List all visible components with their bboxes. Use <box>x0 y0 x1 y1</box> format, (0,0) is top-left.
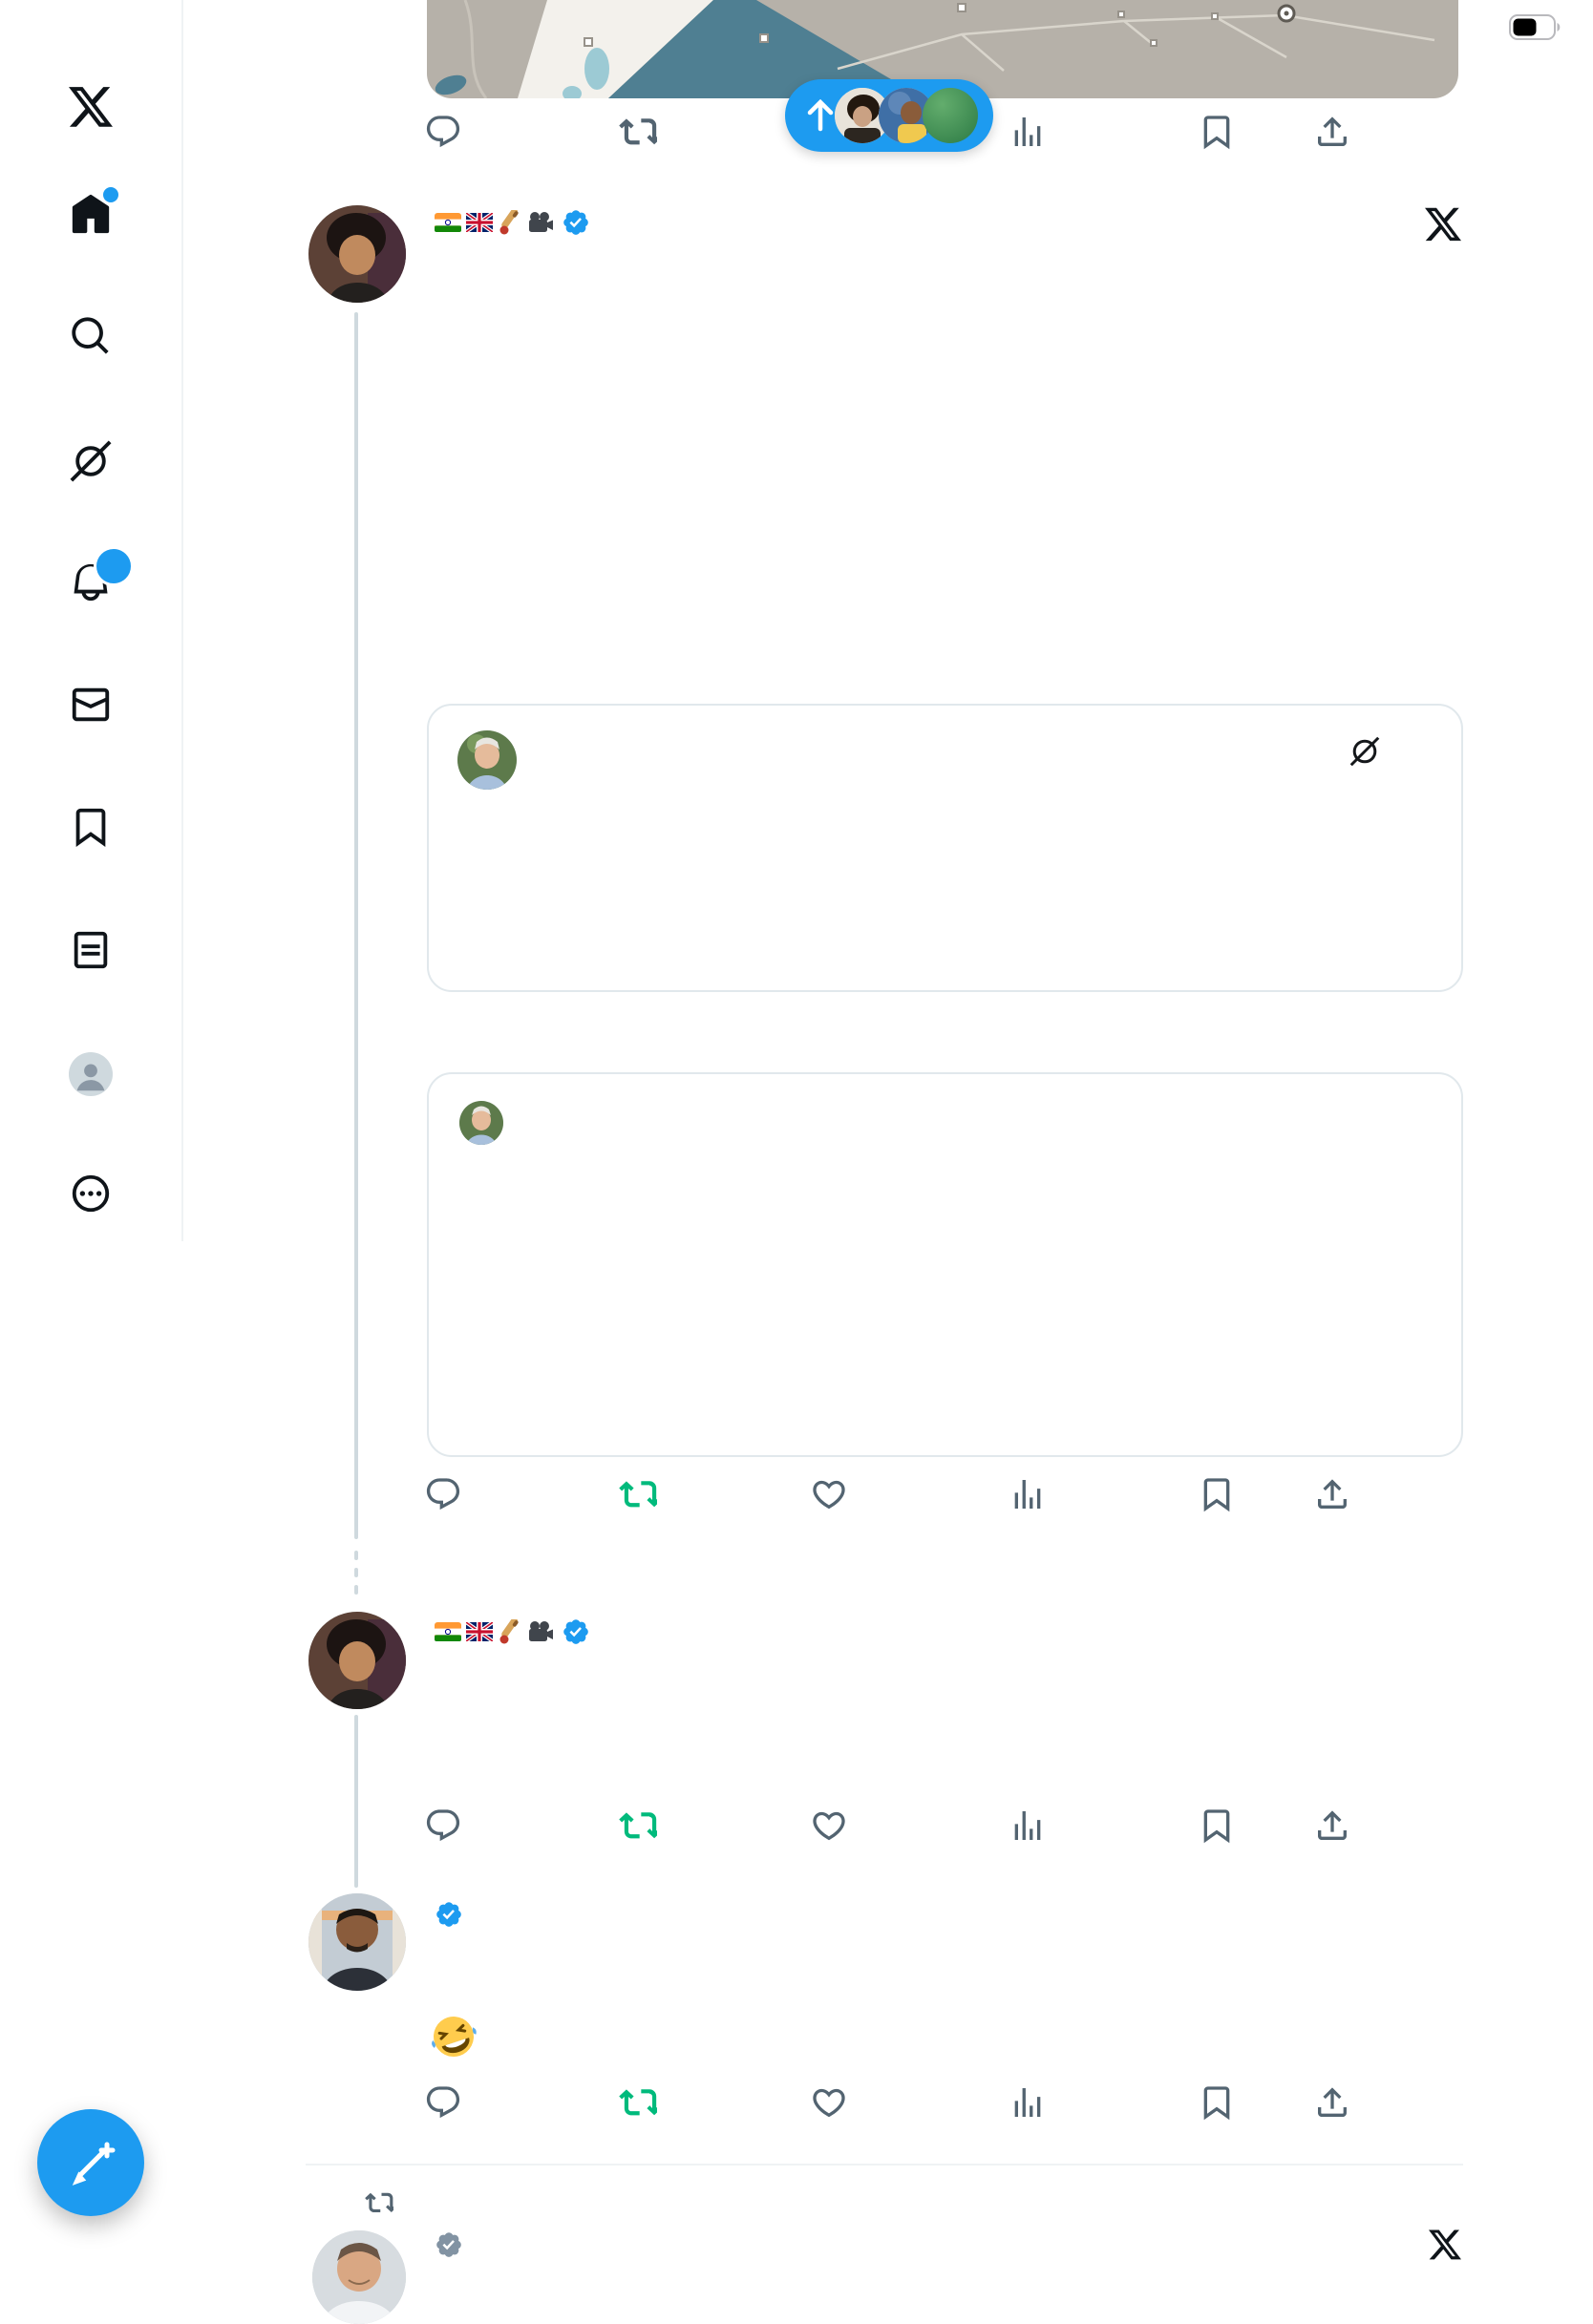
share-icon <box>1313 1475 1351 1513</box>
quoted-reply-action-bar <box>306 1475 1463 1521</box>
sidebar-item-messages[interactable] <box>69 683 113 727</box>
avatar[interactable] <box>308 205 406 303</box>
timeline <box>306 0 1463 2280</box>
cricket-icon <box>498 1619 522 1644</box>
bookmark-icon <box>1198 1806 1236 1845</box>
repost-icon <box>619 1806 657 1845</box>
name-emojis <box>435 210 554 235</box>
like-icon <box>810 2083 848 2122</box>
x-watermark-icon <box>1425 206 1461 243</box>
new-posts-pill[interactable] <box>785 79 993 152</box>
reply-icon <box>424 1475 462 1513</box>
like-icon <box>810 1475 848 1513</box>
tweet-header <box>427 2230 471 2259</box>
battery-icon <box>1509 14 1562 45</box>
flag-uk-icon <box>466 1622 493 1641</box>
avatar <box>459 1101 503 1145</box>
bookmark-button[interactable] <box>1198 113 1236 151</box>
views-icon <box>1009 1806 1047 1845</box>
share-icon <box>1313 1806 1351 1845</box>
tweet-partha-reply[interactable] <box>306 1604 1463 1871</box>
repost-button-active[interactable] <box>619 1806 667 1845</box>
bookmark-button[interactable] <box>1198 1475 1236 1513</box>
avatar[interactable] <box>308 1612 406 1709</box>
like-button[interactable] <box>810 2083 858 2122</box>
sidebar-item-grok[interactable] <box>69 439 113 483</box>
verified-badge-icon <box>435 2230 463 2259</box>
reply-icon <box>424 1806 462 1845</box>
repost-button[interactable] <box>619 113 667 151</box>
flag-uk-icon <box>466 213 493 232</box>
sidebar-item-bookmarks[interactable] <box>69 805 113 849</box>
name-emojis <box>435 1619 554 1644</box>
share-button[interactable] <box>1313 1475 1351 1513</box>
reply-icon <box>424 2083 462 2122</box>
tweet-zack[interactable] <box>306 2181 1463 2280</box>
reply-button[interactable] <box>424 1475 472 1513</box>
reply-action-bar <box>306 1806 1463 1852</box>
repost-button-active[interactable] <box>619 1475 667 1513</box>
sidebar-item-profile[interactable] <box>69 1052 113 1096</box>
compose-button[interactable] <box>37 2109 144 2216</box>
sidebar-item-lists[interactable] <box>69 928 113 972</box>
sidebar-item-more[interactable] <box>69 1172 113 1215</box>
quoted-reply-card[interactable] <box>427 1072 1463 1457</box>
sidebar-divider <box>181 0 183 1241</box>
tweet-sandeep-reply[interactable] <box>306 1871 1463 2158</box>
movie-camera-icon <box>527 211 554 234</box>
bookmark-button[interactable] <box>1198 2083 1236 2122</box>
tweet-header <box>427 1900 471 1929</box>
tweet-header <box>427 208 598 237</box>
share-button[interactable] <box>1313 2083 1351 2122</box>
views-icon <box>1009 1475 1047 1513</box>
flag-india-icon <box>435 213 461 232</box>
cricket-icon <box>498 210 522 235</box>
bookmark-icon <box>1198 2083 1236 2122</box>
like-button[interactable] <box>810 1475 858 1513</box>
grok-icon[interactable] <box>1348 734 1382 769</box>
home-unread-dot <box>103 187 118 202</box>
bookmark-button[interactable] <box>1198 1806 1236 1845</box>
bookmark-icon <box>1198 113 1236 151</box>
reply-button[interactable] <box>424 1806 472 1845</box>
avatar[interactable] <box>308 1893 406 1991</box>
up-arrow-icon <box>806 99 835 132</box>
share-icon <box>1313 2083 1351 2122</box>
repost-button-active[interactable] <box>619 2083 657 2122</box>
reply-icon <box>424 113 462 151</box>
like-button[interactable] <box>810 1806 858 1845</box>
compose-pen-icon <box>65 2137 117 2188</box>
verified-badge-icon <box>562 1617 590 1646</box>
views-button[interactable] <box>1009 113 1056 151</box>
reply-button[interactable] <box>424 113 472 151</box>
repost-icon <box>619 113 657 151</box>
views-icon <box>1009 113 1047 151</box>
like-icon <box>810 1806 848 1845</box>
avatar <box>457 730 517 790</box>
movie-camera-icon <box>527 1620 554 1643</box>
tweet-text-line <box>427 636 435 680</box>
views-button[interactable] <box>1009 1806 1056 1845</box>
flag-india-icon <box>435 1622 461 1641</box>
x-watermark-icon <box>1429 2229 1461 2261</box>
rofl-emoji <box>430 2013 478 2065</box>
reply-button[interactable] <box>424 2083 462 2122</box>
views-button[interactable] <box>1009 1475 1056 1513</box>
bookmark-icon <box>1198 1475 1236 1513</box>
reply-action-bar <box>306 2083 1463 2129</box>
share-icon <box>1313 113 1351 151</box>
sidebar-item-search[interactable] <box>69 314 113 358</box>
share-button[interactable] <box>1313 113 1351 151</box>
repost-icon <box>619 1475 657 1513</box>
tweet-header <box>427 1617 598 1646</box>
x-logo[interactable] <box>69 85 113 129</box>
repost-icon <box>619 2083 657 2122</box>
verified-badge-icon <box>435 1900 463 1929</box>
views-icon <box>1009 2083 1047 2122</box>
avatar <box>923 88 978 143</box>
share-button[interactable] <box>1313 1806 1351 1845</box>
repost-context-icon <box>365 2188 393 2217</box>
notifications-badge <box>94 546 134 586</box>
tweet-divider <box>306 2164 1463 2166</box>
tweet-partha-main[interactable] <box>306 174 1463 1604</box>
quote-card[interactable] <box>427 704 1463 992</box>
views-button[interactable] <box>1009 2083 1056 2122</box>
verified-badge-icon <box>562 208 590 237</box>
avatar[interactable] <box>312 2230 406 2324</box>
